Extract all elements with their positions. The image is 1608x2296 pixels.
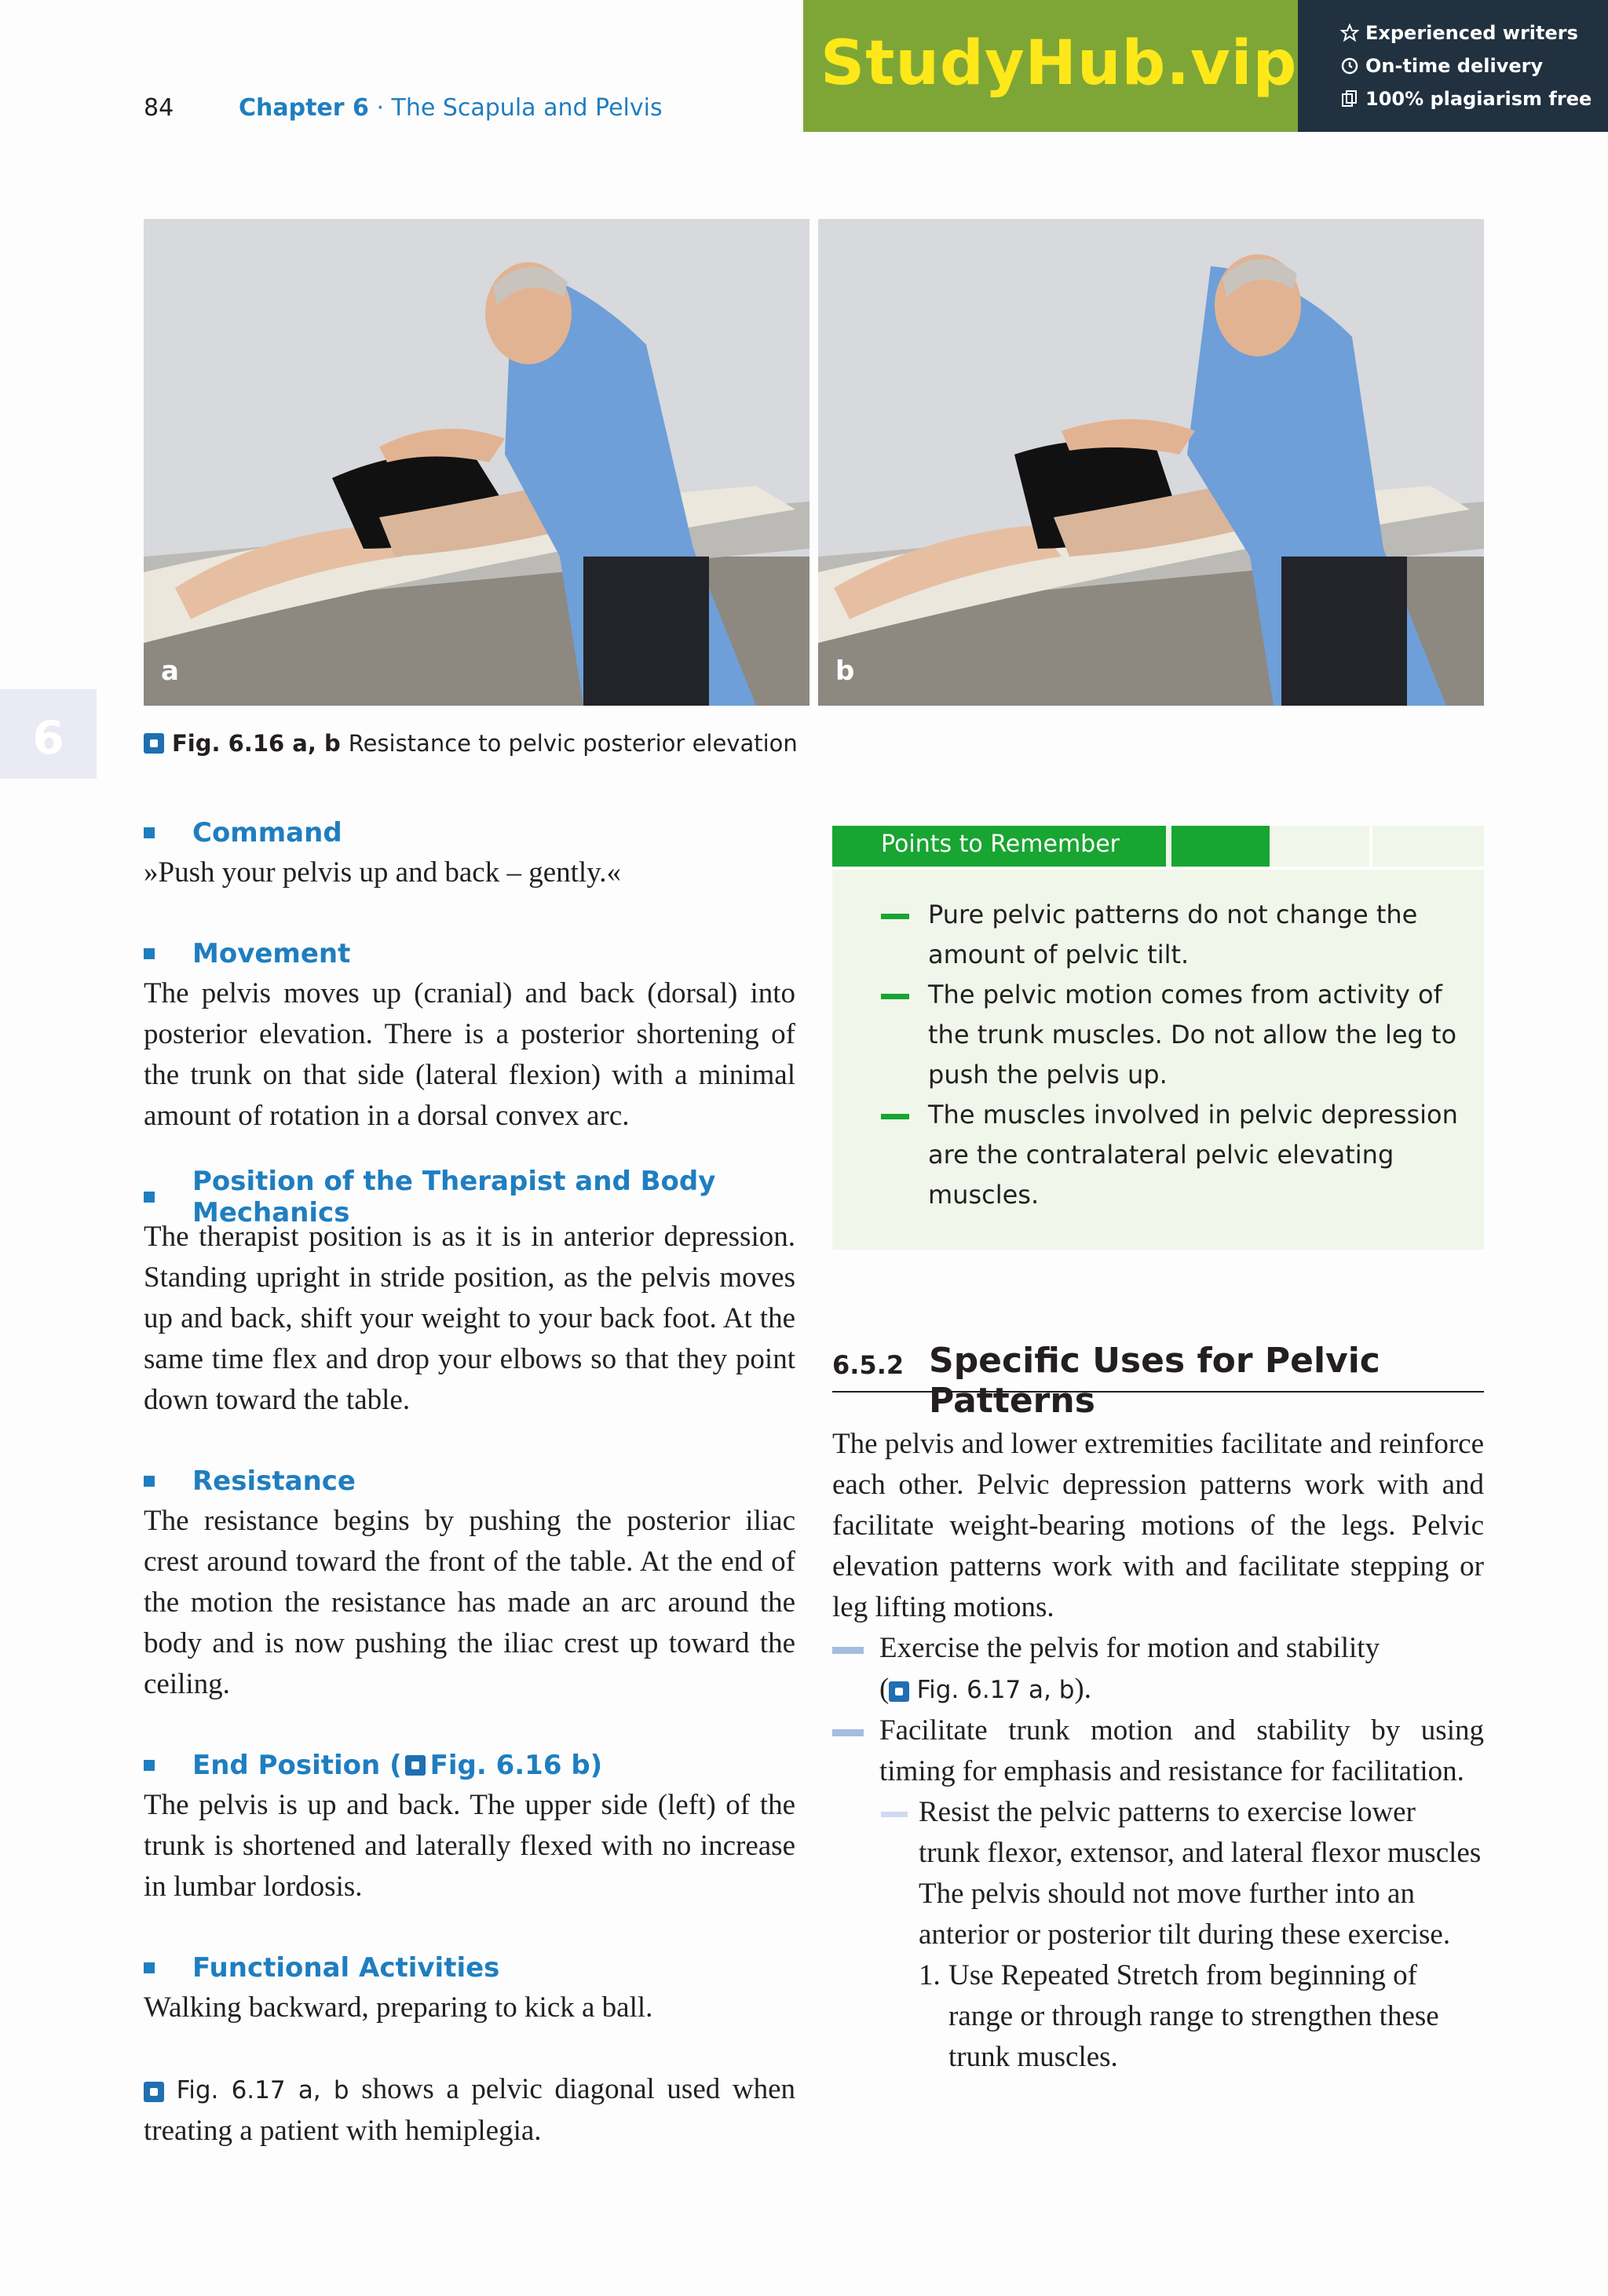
square-bullet-icon [144,1962,155,1973]
square-bullet-icon [144,1760,155,1771]
figure-reference-icon [889,1681,909,1702]
section-heading [832,1334,1484,1421]
movement-heading [144,934,795,973]
section-number: 6.5.2 [832,1350,904,1380]
square-bullet-icon [144,1476,155,1487]
position-text: The therapist position is as it is in anterior depression. Standing upright in stride position, as the pelvis moves up and back, shift your weight to your back foot. At the same time flex and drop your elbows so that they point down toward the table. [144,1221,795,1416]
movement-heading-text: Movement [192,938,351,969]
badge-label: 100% plagiarism free [1365,88,1592,110]
paren-open: ( [879,1673,890,1705]
running-head [239,94,663,122]
copy-icon [1340,89,1359,108]
movement-text: The pelvis moves up (cranial) and back (dorsal) into posterior elevation. There is a posterior shortening of the trunk on that side (lateral flexion) with a minimal amount of rotation in a dorsal convex arc. [144,977,795,1132]
resistance-heading [144,1462,795,1501]
fig617-text: shows a pelvic diagonal used when treating a patient with hemiplegia. [144,2073,796,2147]
left-column [144,813,795,2152]
functional-heading-text: Functional Activities [192,1952,500,1984]
page-number: 84 [144,94,174,122]
remember-item: The pelvic motion comes from activity of the trunk muscles. Do not allow the leg to push the pelvis up. [881,975,1462,1095]
end-position-heading-text: End Position ( [192,1750,402,1781]
square-bullet-icon [144,1192,155,1203]
points-to-remember-header [832,826,1166,867]
right-column [832,1424,1484,2078]
badge-ontime [1340,55,1543,77]
figure-caption-text: Resistance to pelvic posterior elevation [348,730,798,757]
command-text: »Push your pelvis up and back – gently.« [144,856,622,889]
bullet-figure-ref[interactable]: Fig. 6.17 a, b [916,1676,1075,1704]
chapter-title: The Scapula and Pelvis [391,94,663,122]
remember-item: Pure pelvic patterns do not change the amount of pelvic tilt. [881,895,1462,975]
chapter-separator: · [368,94,392,122]
bullet-text: Exercise the pelvis for motion and stability [879,1632,1380,1664]
resistance-heading-text: Resistance [192,1466,356,1497]
header-accent-block [1275,826,1372,867]
figure-reference-icon [405,1755,426,1776]
command-heading-text: Command [192,817,342,849]
paren-close: ). [1074,1673,1091,1705]
chapter-thumb-tab [0,689,97,779]
banner-logo: StudyHub.vip [820,28,1298,99]
points-to-remember-list [881,895,1462,1215]
section-title: Specific Uses for Pelvic Patterns [929,1341,1380,1421]
end-position-text: The pelvis is up and back. The upper side (left) of the trunk is shortened and laterally flexed with no increase in lumbar lordosis. [144,1789,795,1903]
end-position-heading [144,1746,795,1785]
figure-reference-icon [144,2082,164,2102]
position-heading-text: Position of the Therapist and Body Mechanics [192,1166,716,1228]
badge-label: On-time delivery [1365,55,1544,77]
command-heading [144,813,795,852]
remember-item: The muscles involved in pelvic depression are the contralateral pelvic elevating muscles. [881,1095,1462,1215]
functional-text: Walking backward, preparing to kick a ball. [144,1991,653,2024]
panel-letter-a: a [161,655,179,687]
badge-label: Experienced writers [1365,22,1578,44]
header-accent-block [1171,826,1270,867]
chapter-label: Chapter 6 [239,94,369,122]
points-to-remember-box [832,826,1484,1250]
header-divider [832,867,1484,870]
figure-photo-a [144,219,809,706]
bullet-item [832,1628,1484,1710]
square-bullet-icon [144,827,155,838]
badge-plagiarism [1340,88,1592,110]
studyhub-banner[interactable] [803,0,1608,132]
end-position-heading-close: ) [590,1750,603,1781]
banner-logo-area [803,0,1298,132]
figure-caption [144,730,798,757]
numbered-item [832,1955,1484,2078]
fig617-reference[interactable]: Fig. 6.17 a, b [176,2076,349,2104]
resistance-text: The resistance begins by pushing the posterior iliac crest around toward the front of the table. At the end of the motion the resistance has made an arc around the body and is now pushing the iliac crest up toward the ceiling. [144,1505,795,1700]
square-bullet-icon [144,948,155,959]
position-heading [144,1166,795,1228]
section-intro: The pelvis and lower extremities facilitate and reinforce each other. Pelvic depression patterns work with and facilitate weight-bearing motions of the legs. Pelvic elevation patterns work with and facilitate stepping or leg lifting motions. [832,1428,1484,1623]
star-icon [1340,24,1359,42]
numbered-marker: 1. [919,1959,941,1991]
numbered-text: Use Repeated Stretch from beginning of range or through range to strengthen these trunk muscles. [948,1959,1439,2073]
end-position-figure-ref[interactable]: Fig. 6.16 b [429,1750,590,1781]
chapter-tab-number: 6 [32,711,64,765]
figure-reference-icon [144,733,164,754]
sub-bullet-item: Resist the pelvic patterns to exercise lower trunk flexor, extensor, and lateral flexor muscles The pelvis should not move further into an anterior or posterior tilt during these exercise. [832,1792,1484,1955]
functional-heading [144,1948,795,1988]
fig617-paragraph [144,2069,795,2152]
figure-caption-label: Fig. 6.16 a, b [172,730,341,757]
panel-letter-b: b [835,655,855,687]
badge-experienced [1340,22,1578,44]
bullet-item: Facilitate trunk motion and stability by using timing for emphasis and resistance for facilitation. [832,1710,1484,1792]
clock-icon [1340,57,1359,75]
figure-photo-b [818,219,1484,706]
points-to-remember-title: Points to Remember [881,830,1120,858]
